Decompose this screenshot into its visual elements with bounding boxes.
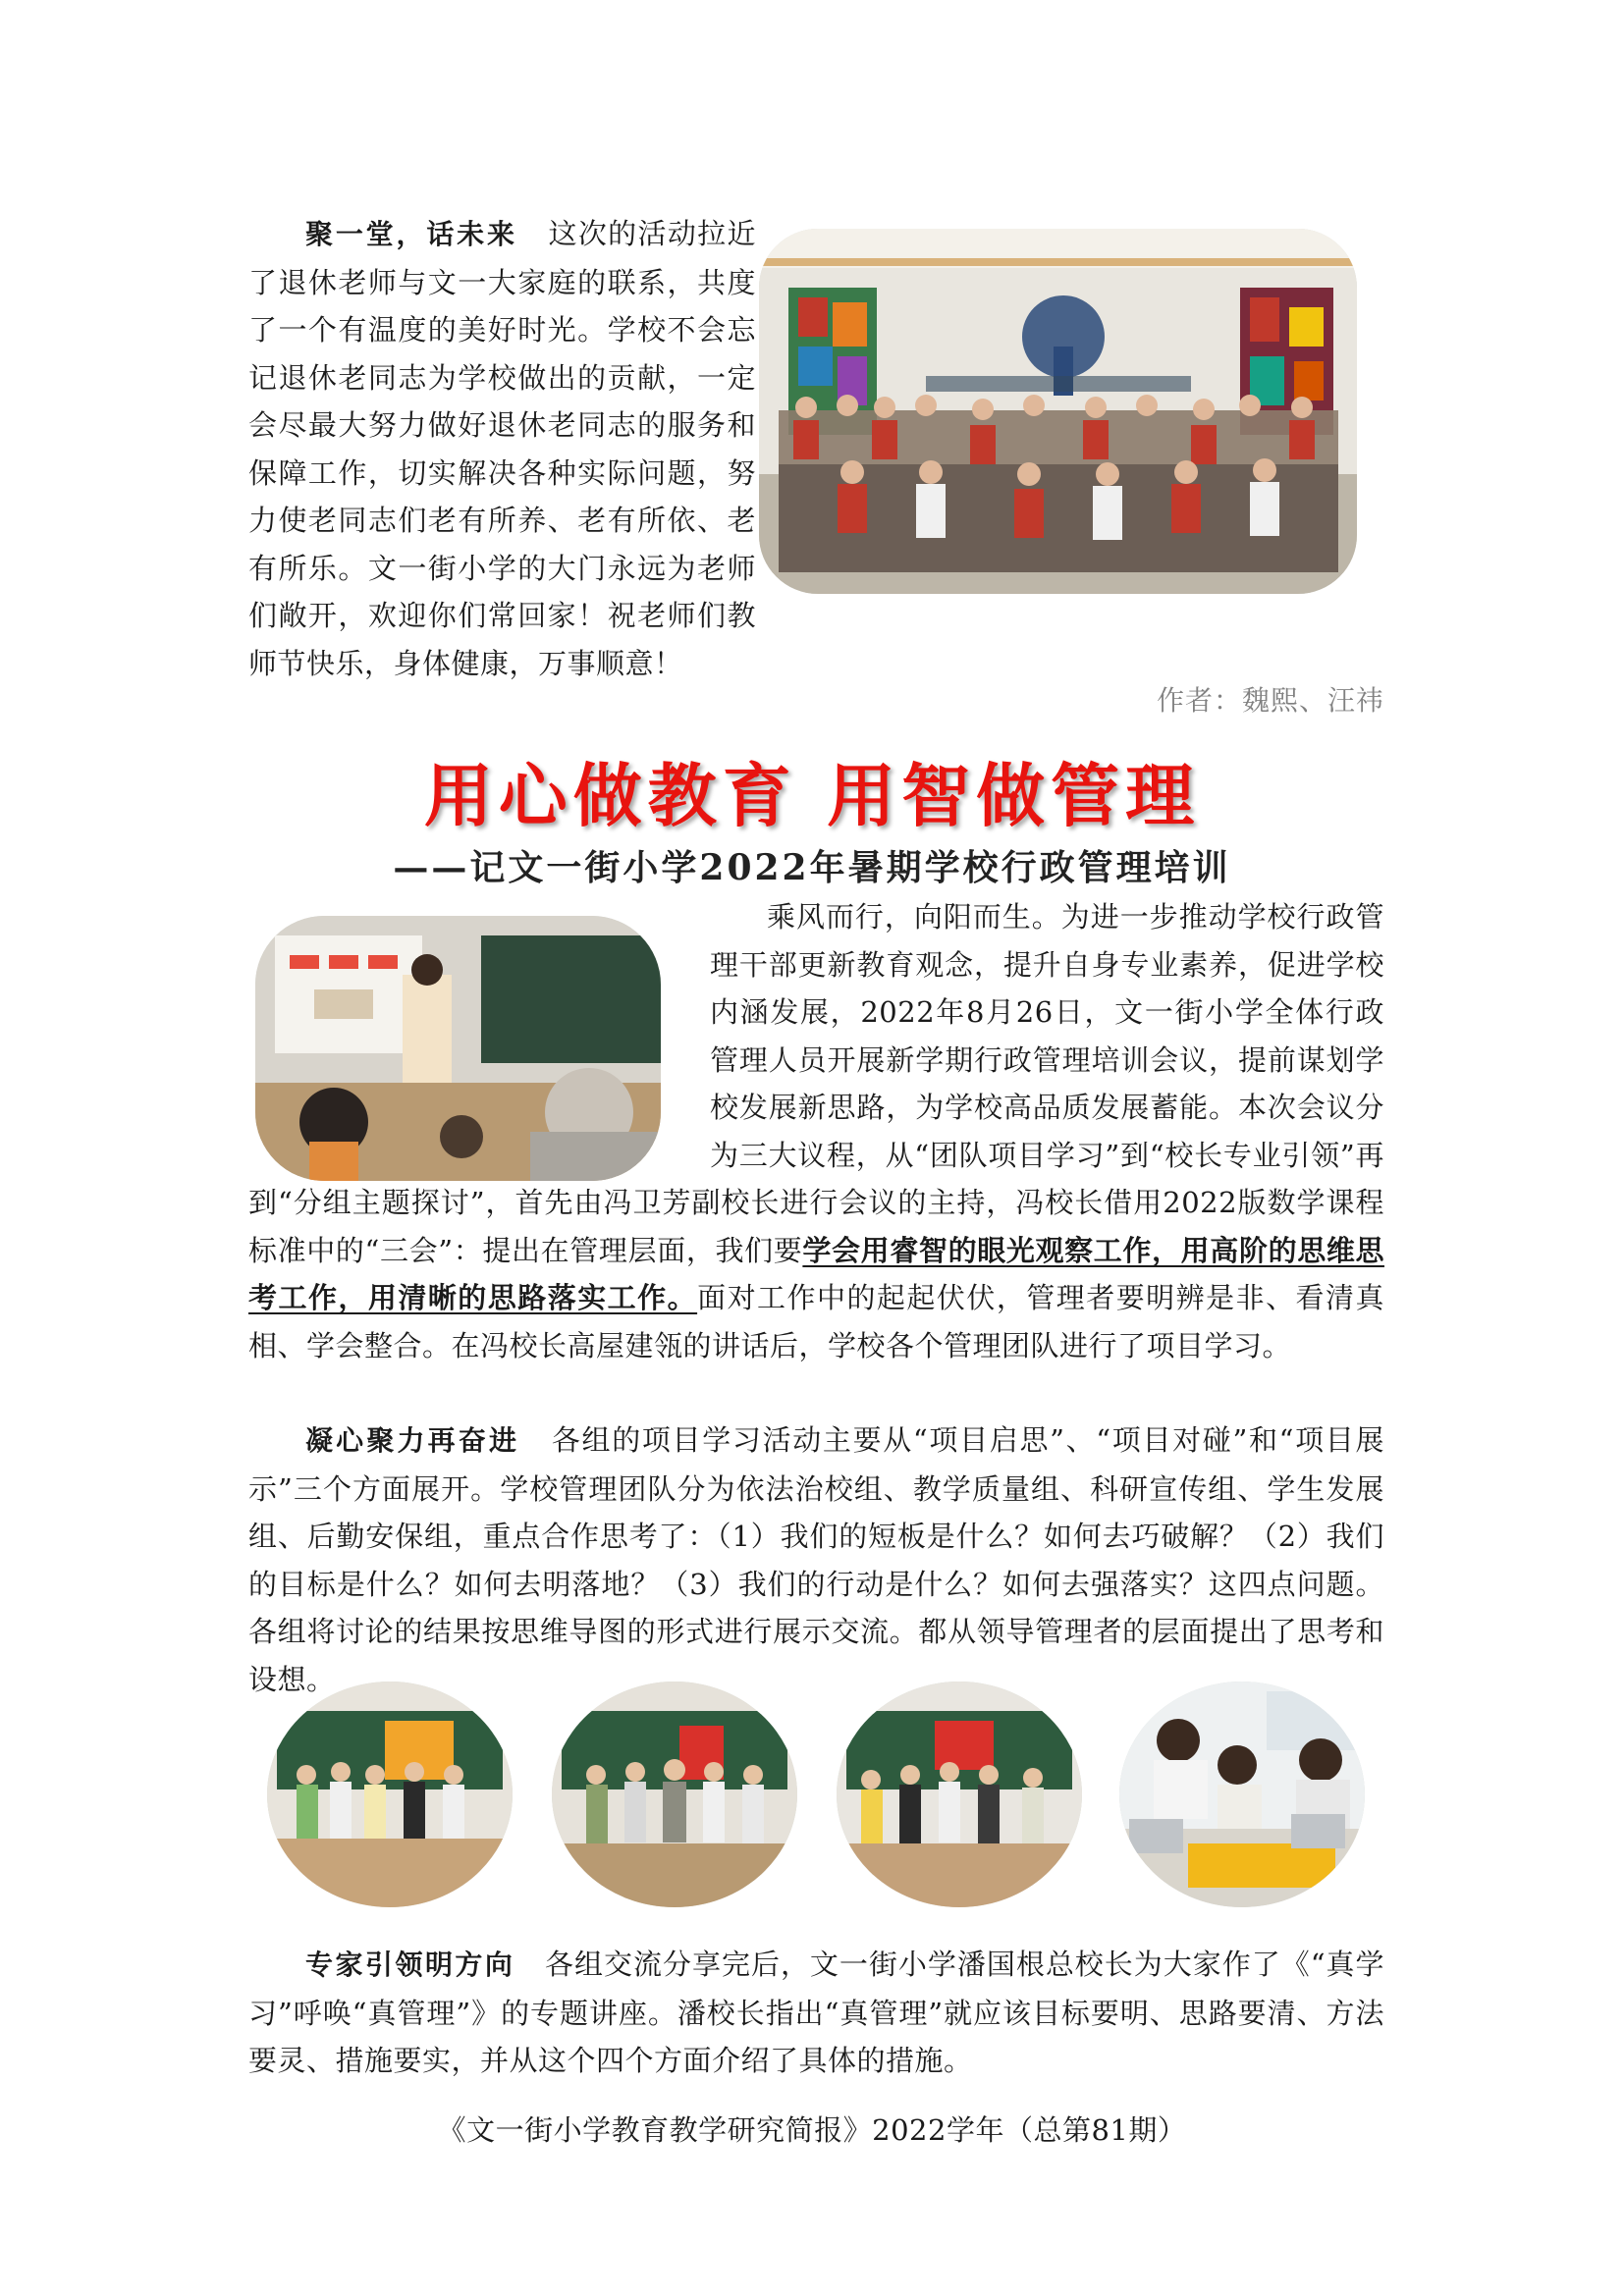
meeting-photo-oval-4 (1119, 1682, 1365, 1907)
intro-text: 乘风而行，向阳而生。为进一步推动学校行政管理干部更新教育观念，提升自身专业素养，促进学校内涵发展，2022年8月26日，文一街小学全体行政管理人员开展新学期行政管理培训会议，提前谋划学校发展新思路，为学校高品质发展蓄能。本次会议分为三大议程，从“团队项目学习”到“校长专业引领”再到“分组主题探讨”，首先由冯卫芳副校长进行会议的主持，冯校长借用2022版数学课程标准中的“三会”：提出在管理层面，我们要 (248, 900, 1384, 1267)
article-subtitle: ——记文一街小学2022年暑期学校行政管理培训 (393, 847, 1231, 888)
section-project-learning (248, 1416, 1384, 1703)
paragraph-lead: 聚一堂，话未来 (305, 218, 517, 250)
paragraph-project-learning (248, 1416, 1384, 1703)
section-retired-teachers (248, 210, 1384, 687)
page-footer: 《文一街小学教育教学研究简报》2022学年（总第81期） (437, 2113, 1187, 2147)
intro-underlined-text: 学会用睿智的眼光观察工作，用高阶的思维思考工作，用清晰的思路落实工作。 (248, 1233, 1384, 1314)
paragraph-body: 各组交流分享完后，文一街小学潘国根总校长为大家作了《“真学习”呼唤“真管理”》的专题讲座。潘校长指出“真管理”就应该目标要明、思路要清、方法要灵、措施要实，并从这个四个方面介绍了具体的措施。 (248, 1948, 1385, 2077)
paragraph-body: 这次的活动拉近了退休老师与文一大家庭的联系，共度了一个有温度的美好时光。学校不会忘记退休老同志为学校做出的贡献，一定会尽最大努力做好退休老同志的服务和保障工作，切实解决各种实际问题，努力使老同志们老有所养、老有所依、老有所乐。文一街小学的大门永远为老师们敞开，欢迎你们常回家！祝老师们教师节快乐，身体健康，万事顺意！ (248, 217, 756, 680)
author-credit: 作者：魏熙、汪祎 (1156, 684, 1384, 717)
section-expert-guidance (248, 1941, 1384, 2085)
article-title: 用心做教育 用智做管理 (423, 756, 1201, 836)
group-photo-oval-1 (267, 1682, 513, 1907)
paragraph-lead: 凝心聚力再奋进 (305, 1424, 520, 1457)
paragraph-expert-guidance (248, 1941, 1384, 2085)
paragraph-lead: 专家引领明方向 (305, 1949, 515, 1981)
group-photo-oval-3 (837, 1682, 1082, 1907)
section-intro (248, 893, 1384, 1369)
paragraph-body: 各组的项目学习活动主要从“项目启思”、“项目对碰”和“项目展示”三个方面展开。学校管理团队分为依法治校组、教学质量组、科研宣传组、学生发展组、后勤安保组，重点合作思考了：（1）我们的短板是什么？如何去巧破解？（2）我们的目标是什么？如何去明落地？（3）我们的行动是什么？如何去强落实？这四点问题。各组将讨论的结果按思维导图的形式进行展示交流。都从领导管理者的层面提出了思考和设想。 (248, 1423, 1384, 1696)
intro-text-after: 面对工作中的起起伏伏，管理者要明辨是非、看清真相、学会整合。在冯校长高屋建瓴的讲话后，学校各个管理团队进行了项目学习。 (248, 1281, 1384, 1362)
group-photo-oval-2 (552, 1682, 797, 1907)
